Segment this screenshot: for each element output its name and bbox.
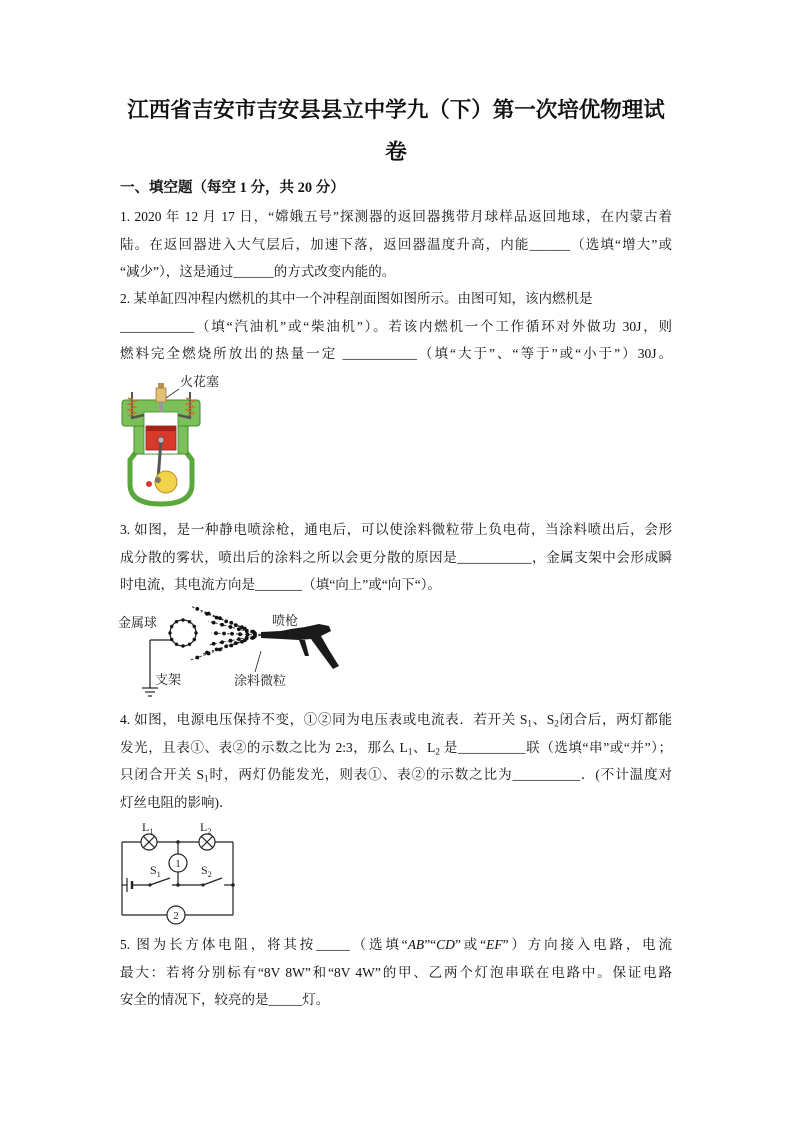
text-run: 时，两灯仍能发光，则表①、表②的示数之比为__________．(不计温度对 <box>208 767 672 782</box>
charge-dot <box>181 644 184 647</box>
question-line <box>120 231 672 259</box>
meter-2 <box>167 906 185 924</box>
charge-dot <box>193 625 196 628</box>
question-line <box>120 761 672 789</box>
text-run: 陆。在返回器进入大气层后，加速下落，返回器温度升高，内能______（选填“增大”或 <box>120 236 672 252</box>
paint-particle <box>220 623 224 627</box>
label-letter: L <box>142 820 150 834</box>
charge-dot <box>188 620 191 623</box>
label-subscript: 2 <box>207 827 212 836</box>
circuit-wires <box>122 842 233 915</box>
question-5 <box>120 931 672 1014</box>
lamp-l2-label <box>200 820 211 836</box>
text-run: 只闭合开关 S <box>120 767 204 782</box>
text-run: 安全的情况下，较亮的是_____灯。 <box>120 992 330 1007</box>
charge-dot <box>168 631 171 634</box>
question-line <box>120 931 672 959</box>
charge-dot <box>175 643 178 646</box>
label-subscript: 2 <box>207 870 212 879</box>
text-run: 发光，且表①、表②的示数之比为 2:3，那么 L <box>120 739 408 755</box>
paint-particle <box>207 652 211 656</box>
subscript: 2 <box>435 745 440 756</box>
charge-dot <box>181 618 184 621</box>
text-run: ”或“ <box>454 937 487 952</box>
question-line <box>120 986 672 1014</box>
subscript: 1 <box>527 718 532 729</box>
crank-pin <box>155 477 161 483</box>
spray-cone <box>190 606 261 660</box>
question-3 <box>120 516 672 599</box>
question-line <box>120 734 672 762</box>
spray-path-dashed <box>201 612 261 635</box>
text-run: “减少”），这是通过______的方式改变内能的。 <box>120 264 396 279</box>
paint-particle <box>229 644 233 648</box>
charge-dot <box>194 631 197 634</box>
question-line <box>120 258 672 286</box>
stand-label: 支架 <box>155 672 182 687</box>
paint-particle <box>237 627 241 631</box>
text-run: 2. 某单缸四冲程内燃机的其中一个冲程剖面图如图所示。由图可知，该内燃机是 <box>120 291 593 306</box>
meter-1-number: 1 <box>175 858 181 870</box>
meter-1 <box>169 854 187 872</box>
paint-particle <box>237 637 241 641</box>
metal-ball-label: 金属球 <box>118 615 158 630</box>
lamp-l2 <box>199 834 215 850</box>
text-run: 时电流，其电流方向是_______（填“向上”或“向下“）。 <box>120 577 441 592</box>
text-run: ”“ <box>424 937 437 952</box>
switch-s2 <box>201 878 222 887</box>
text-run: 灯丝电阻的影响)． <box>120 794 233 810</box>
junction-dot <box>176 883 180 887</box>
text-run: 1. 2020 年 12 月 17 日，“嫦娥五号”探测器的返回器携带月球样品返回地球，在内蒙古着 <box>120 209 672 224</box>
text-run: 5. 图为长方体电阻，将其按_____（选填“ <box>120 937 408 952</box>
text-run: 最大：若将分别标有“8V 8W”和“8V 4W”的甲、乙两个灯泡串联在电路中。保证电路 <box>120 964 672 980</box>
section-heading: 一、填空题（每空 1 分，共 20 分） <box>120 180 345 196</box>
paint-particle <box>240 640 244 644</box>
paint-particle <box>229 639 233 643</box>
paint-particle <box>195 607 199 611</box>
spray-gun-label: 喷枪 <box>272 613 299 628</box>
label-subscript: 1 <box>149 827 154 836</box>
piston-pin <box>158 437 164 443</box>
paint-particle <box>234 623 238 627</box>
spark-plug-tip <box>159 402 163 412</box>
question-1 <box>120 203 672 286</box>
label-letter: L <box>200 820 208 834</box>
paint-particle <box>229 625 233 629</box>
subscript: 1 <box>203 773 209 784</box>
italic-label: CD <box>436 937 455 952</box>
question-line <box>120 571 672 599</box>
paint-particle <box>246 633 250 637</box>
spark-plug-body <box>156 388 166 402</box>
charge-dot <box>170 638 173 641</box>
switch-s1-label <box>150 863 161 879</box>
switch-s2-label <box>201 863 212 879</box>
spray-path-dashed <box>190 635 261 660</box>
circuit-diagram <box>115 812 245 922</box>
paint-particle <box>195 656 199 660</box>
text-run: 、L <box>412 739 436 755</box>
paint-particles-label: 涂料微粒 <box>234 673 287 688</box>
paint-particle <box>212 642 216 646</box>
italic-label: EF <box>486 937 503 952</box>
question-line <box>120 516 672 544</box>
question-line <box>120 313 672 341</box>
spray-gun-trigger <box>299 640 309 656</box>
engine-cross-section-figure <box>116 368 226 508</box>
italic-label: AB <box>407 937 425 952</box>
spark-plug-label: 火花塞 <box>180 374 220 389</box>
lamp-l1 <box>141 834 157 850</box>
charge-dot <box>188 643 191 646</box>
label-letter: S <box>150 863 157 877</box>
page-title <box>96 89 696 173</box>
paint-particle <box>238 632 242 636</box>
piston-top-band <box>146 426 176 431</box>
paint-particle <box>205 612 209 616</box>
paint-particle <box>220 640 224 644</box>
metal-ball <box>170 620 196 646</box>
text-run: 闭合后，两灯都能 <box>558 712 672 727</box>
paint-particle <box>224 620 228 624</box>
switch-s1-blade <box>150 878 170 885</box>
question-line <box>120 706 672 734</box>
text-run: 是__________联（选填“串”或“并”）； <box>439 739 672 755</box>
question-line <box>120 285 672 313</box>
paint-particle <box>218 648 222 652</box>
spark-plug-leader-line <box>166 389 179 398</box>
paint-particle <box>245 629 249 633</box>
lamp-l1-label <box>142 820 153 836</box>
label-letter: S <box>201 863 208 877</box>
meter-2-number: 2 <box>173 910 179 922</box>
question-line <box>120 340 672 368</box>
text-run: ”）方向接入电路，电流 <box>502 937 672 952</box>
spray-gun-body <box>261 624 339 669</box>
text-run: 4. 如图，电源电压保持不变，①②同为电压表或电流表．若开关 S <box>120 712 528 727</box>
charge-dot <box>175 620 178 623</box>
text-run: 燃料完全燃烧所放出的热量一定 ___________（填“大于”、“等于”或“小于”）30J。 <box>120 346 672 361</box>
title-line-1: 江西省吉安市吉安县县立中学九（下）第一次培优物理试 <box>127 98 665 122</box>
text-run: ___________（填“汽油机”或“柴油机”）。若该内燃机一个工作循环对外做功 30J，则 <box>120 318 672 334</box>
label-subscript: 1 <box>156 870 161 879</box>
paint-particle <box>215 616 219 620</box>
charge-dot <box>170 625 173 628</box>
text-run: 、S <box>532 712 555 727</box>
question-line <box>120 544 672 572</box>
spark-plug-terminal <box>158 383 164 388</box>
question-2 <box>120 285 672 368</box>
subscript: 1 <box>407 745 413 756</box>
paint-particle <box>230 632 234 636</box>
switch-s2-blade <box>203 878 222 885</box>
junction-dot <box>176 840 180 844</box>
particles-leader-line <box>255 651 261 672</box>
junction-dot <box>231 883 235 887</box>
question-4 <box>120 706 672 816</box>
paint-particle <box>212 621 216 625</box>
question-line <box>120 959 672 987</box>
switch-s1 <box>148 878 170 887</box>
charge-dot <box>193 638 196 641</box>
title-line-2: 卷 <box>385 140 407 164</box>
paint-particle <box>251 636 255 640</box>
spray-gun-figure <box>115 600 340 704</box>
question-line <box>120 203 672 231</box>
paint-particle <box>222 632 226 636</box>
text-run: 成分散的雾状，喷出后的涂料之所以会更分散的原因是___________，金属支架中会形成瞬 <box>120 549 672 565</box>
paint-particle <box>214 631 218 635</box>
text-run: 3. 如图，是一种静电喷涂枪，通电后，可以使涂料微粒带上负电荷，当涂料喷出后，会形 <box>120 522 672 537</box>
counterweight <box>146 481 152 487</box>
subscript: 2 <box>554 718 559 729</box>
